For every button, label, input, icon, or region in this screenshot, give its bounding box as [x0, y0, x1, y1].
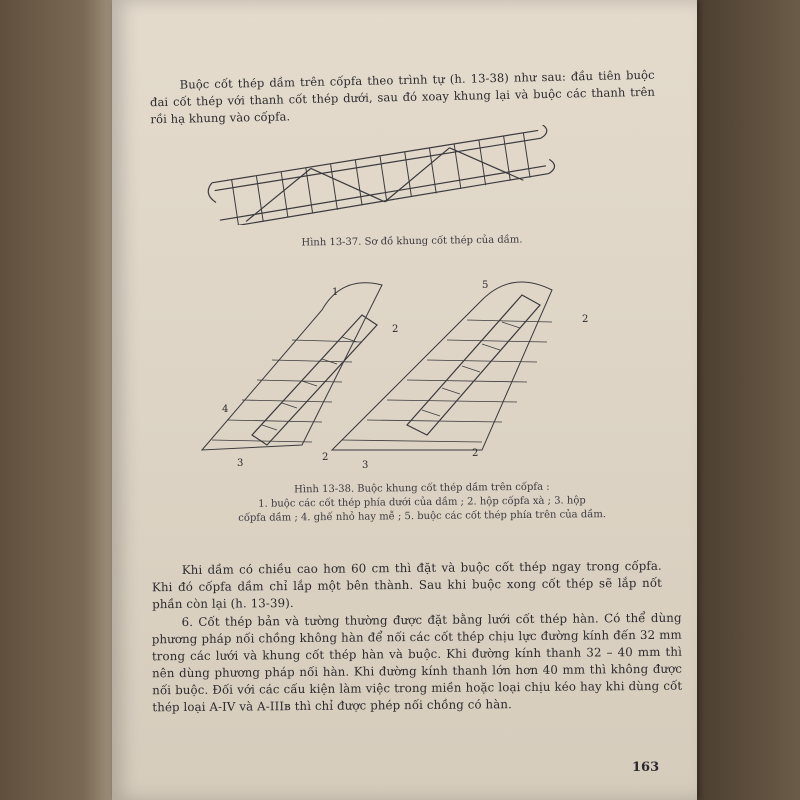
callout-3b: 3 — [362, 460, 369, 470]
callout-3a: 3 — [237, 458, 244, 469]
beam-formwork-diagram — [182, 270, 602, 470]
paragraph-2: Khi dầm có chiều cao hơn 60 cm thì đặt và buộc cốt thép ngay trong cốpfa. Khi đó cốpfa dầm chỉ lắp một bên thành. Sau khi buộc xong cốt thép sẽ lắp nốt phần còn lại (h. 13-39). — [151, 558, 663, 612]
beam-frame-diagram — [202, 125, 562, 225]
callout-5: 5 — [482, 280, 489, 291]
intro-paragraph: Buộc cốt thép dầm trên cốpfa theo trình tự (h. 13-38) như sau: đầu tiên buộc đai cốt thép với thanh cốt thép dưới, sau đó xoay khung lại và buộc các thanh trên rồi hạ khung vào cốpfa. — [149, 67, 656, 127]
callout-1: 1 — [332, 287, 339, 298]
page-number: 163 — [632, 760, 660, 775]
paragraph-3: 6. Cốt thép bản và tường thường được đặt bằng lưới cốt thép hàn. Có thể dùng phương pháp nối chồng không hàn để nối các cốt thép chịu lực đường kính đến 32 mm trong các lưới và khung cốt thép hàn và buộc. Khi đường kính thanh 32 – 40 mm thì nên dùng phương pháp nối hàn. Khi đường kính thanh lớn hơn 40 mm thì không được nối buộc. Đối với các cấu kiện làm việc trong miền hoặc loại chịu kéo hay khi dùng cốt thép loại A-IV và A-IIIв thì chỉ được phép nối chồng có hàn. — [151, 610, 683, 715]
callout-2c: 2 — [582, 314, 589, 325]
figure2-caption-title: Hình 13-38. Buộc khung cốt thép dầm trên cốpfa : — [294, 481, 550, 496]
callout-2b: 2 — [322, 452, 329, 463]
figure2-caption-line2: cốpfa dầm ; 4. ghế nhỏ hay mễ ; 5. buộc các cốt thép phía trên của dầm. — [238, 509, 607, 524]
callout-2a: 2 — [392, 324, 399, 335]
callout-2d: 2 — [472, 448, 479, 459]
figure2-caption — [182, 479, 662, 526]
background-right — [690, 0, 800, 800]
background-left — [0, 0, 120, 800]
figure1-caption: Hình 13-37. Sơ đồ khung cốt thép của dầm. — [301, 234, 523, 249]
book-page — [112, 0, 697, 800]
callout-4: 4 — [222, 404, 229, 415]
figure2-caption-line1: 1. buộc các cốt thép phía dưới của dầm ; 2. hộp cốpfa xà ; 3. hộp — [258, 495, 586, 510]
